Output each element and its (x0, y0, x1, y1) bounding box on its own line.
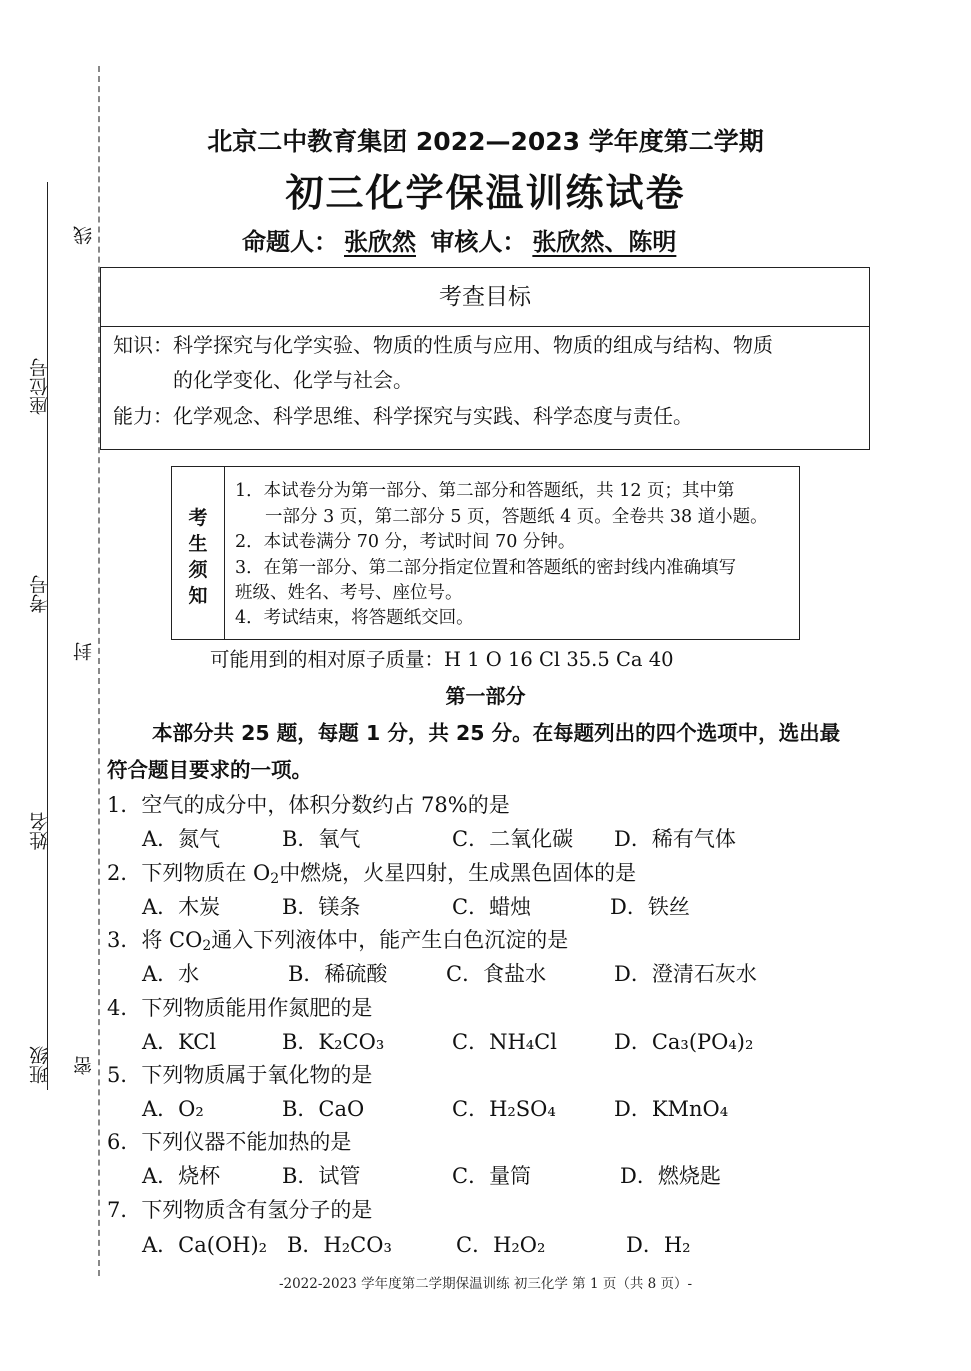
q7-option-b: B．H₂CO₃ (287, 1233, 392, 1257)
question-6-stem: 6．下列仪器不能加热的是 (107, 1130, 352, 1154)
q1-option-b: B．氧气 (282, 827, 361, 851)
class-label: 班级 (29, 1046, 51, 1084)
seal-mark-mi: 密 (73, 1056, 95, 1075)
q2-option-b: B．镁条 (282, 895, 361, 919)
reviewer-names: 张欣然、陈明 (532, 228, 677, 256)
q7-option-c: C．H₂O₂ (456, 1233, 546, 1257)
q6-option-c: C．量筒 (452, 1164, 532, 1188)
exam-goals-box (100, 267, 870, 450)
part-intro-line2: 符合题目要求的一项。 (107, 758, 312, 782)
q4-option-b: B．K₂CO₃ (282, 1030, 385, 1054)
q1-option-d: D．稀有气体 (614, 827, 736, 851)
seal-mark-xian: 线 (73, 226, 95, 245)
notice-line: 3．在第一部分、第二部分指定位置和答题纸的密封线内准确填写 (235, 558, 737, 578)
q3-option-b: B．稀硫酸 (288, 962, 388, 986)
q4-option-c: C．NH₄Cl (452, 1030, 557, 1054)
exam-no-label: 考号 (29, 575, 51, 613)
q7-option-d: D．H₂ (626, 1233, 691, 1257)
seat-label: 座位号 (29, 358, 51, 415)
question-4-stem: 4．下列物质能用作氮肥的是 (107, 996, 373, 1020)
author-name: 张欣然 (344, 228, 416, 256)
q3-option-a: A．水 (142, 962, 200, 986)
question-2-stem: 2．下列物质在 $O_2$中燃烧，火星四射，生成黑色固体的是 (107, 861, 637, 887)
question-7-stem: 7．下列物质含有氢分子的是 (107, 1198, 373, 1222)
q5-option-b: B．CaO (282, 1097, 365, 1121)
part-title: 第一部分 (445, 684, 526, 708)
exam-subtitle: 北京二中教育集团 2022—2023 学年度第二学期 (207, 127, 764, 156)
q3-option-d: D．澄清石灰水 (614, 962, 757, 986)
q2-option-a: A．木炭 (142, 895, 221, 919)
q3-option-c: C．食盐水 (446, 962, 547, 986)
q5-option-a: A．O₂ (142, 1097, 204, 1121)
notice-line: 班级、姓名、考号、座位号。 (235, 583, 463, 603)
goals-knowledge-line2: 的化学变化、化学与社会。 (173, 368, 413, 392)
question-3-stem: 3．将 $CO_2$通入下列液体中，能产生白色沉淀的是 (107, 928, 569, 954)
seal-mark-feng: 封 (73, 642, 95, 661)
q2-option-c: C．蜡烛 (452, 895, 532, 919)
q1-option-a: A．氮气 (142, 827, 221, 851)
q2-option-d: D．铁丝 (610, 895, 690, 919)
atomic-masses: 可能用到的相对原子质量：H 1 O 16 Cl 35.5 Ca 40 (210, 648, 674, 671)
goals-ability: 能力：化学观念、科学思维、科学探究与实践、科学态度与责任。 (113, 404, 693, 428)
exam-title: 初三化学保温训练试卷 (285, 171, 686, 215)
q7-option-a: A．Ca(OH)₂ (142, 1233, 268, 1257)
q5-option-c: C．H₂SO₄ (452, 1097, 556, 1121)
q5-option-d: D．KMnO₄ (614, 1097, 729, 1121)
notice-line: 一部分 3 页，第二部分 5 页，答题纸 4 页。全卷共 38 道小题。 (265, 507, 768, 527)
reviewer-label: 审核人： (430, 228, 527, 256)
question-5-stem: 5．下列物质属于氧化物的是 (107, 1063, 373, 1087)
authors-line (242, 222, 682, 257)
notice-line: 4．考试结束，将答题纸交回。 (235, 608, 474, 628)
binding-dashed-line (98, 66, 100, 1276)
notice-line: 1．本试卷分为第一部分、第二部分和答题纸，共 12 页；其中第 (235, 481, 735, 501)
author-label: 命题人： (242, 228, 338, 256)
goals-title: 考查目标 (101, 268, 869, 327)
notice-side-label: 考 生 须 知 (172, 467, 225, 639)
page-footer: -2022-2023 学年度第二学期保温训练 初三化学 第 1 页（共 8 页）- (278, 1276, 693, 1292)
exam-notice-box (171, 466, 800, 640)
q6-option-d: D．燃烧匙 (620, 1164, 721, 1188)
q4-option-d: D．Ca₃(PO₄)₂ (614, 1030, 754, 1054)
q4-option-a: A．KCl (142, 1030, 217, 1054)
notice-line: 2．本试卷满分 70 分，考试时间 70 分钟。 (235, 532, 576, 552)
q6-option-a: A．烧杯 (142, 1164, 221, 1188)
name-label: 姓名 (29, 812, 51, 850)
question-1-stem: 1．空气的成分中，体积分数约占 78%的是 (107, 793, 510, 817)
part-intro-line1: 本部分共 25 题，每题 1 分，共 25 分。在每题列出的四个选项中，选出最 (152, 721, 841, 745)
q6-option-b: B．试管 (282, 1164, 361, 1188)
q1-option-c: C．二氧化碳 (452, 827, 574, 851)
goals-knowledge-line1: 知识：科学探究与化学实验、物质的性质与应用、物质的组成与结构、物质 (113, 333, 773, 357)
